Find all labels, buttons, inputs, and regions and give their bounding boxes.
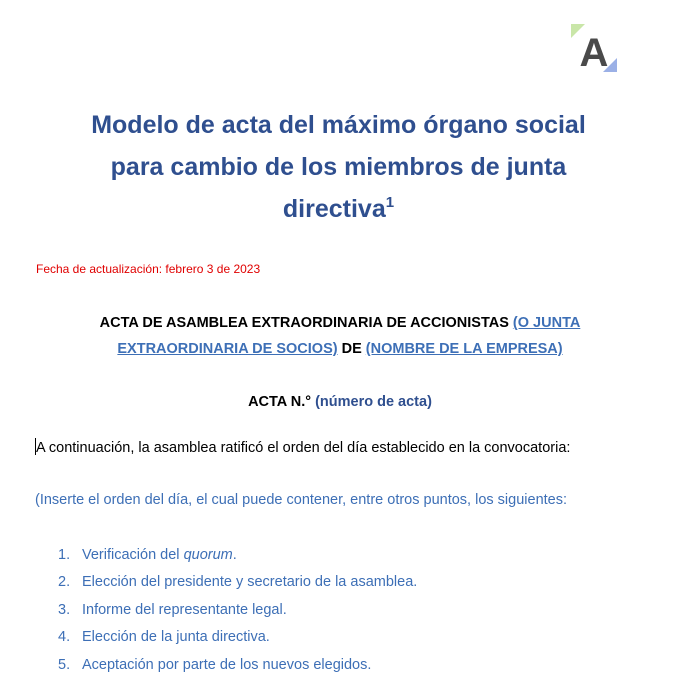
list-number: 4.	[58, 629, 71, 646]
list-item	[58, 572, 417, 599]
brand-logo-icon	[571, 24, 617, 72]
acta-heading-text-1: ACTA DE ASAMBLEA EXTRAORDINARIA DE ACCIONISTAS	[99, 315, 513, 331]
footnote-mark[interactable]: 1	[385, 194, 395, 211]
title-line-1: Modelo de acta del máximo órgano social	[91, 111, 586, 139]
insert-instruction: (Inserte el orden del día, el cual puede contener, entre otros puntos, los siguientes:	[35, 492, 568, 508]
list-item	[58, 545, 417, 572]
intro-paragraph[interactable]	[35, 438, 570, 456]
acta-number-label: ACTA N.°	[248, 394, 316, 410]
list-text: Elección del presidente y secretario de la asamblea.	[82, 574, 418, 591]
title-line-3	[40, 188, 637, 230]
list-text-after: .	[232, 547, 237, 563]
list-item	[58, 627, 417, 654]
list-text: Aceptación por parte de los nuevos elegidos.	[82, 656, 372, 673]
list-text: Verificación del	[82, 547, 184, 563]
intro-text: A continuación, la asamblea ratificó el orden del día establecido en la convocatoria:	[36, 440, 571, 456]
list-number: 5.	[58, 656, 71, 673]
list-number: 3.	[58, 601, 71, 618]
acta-heading-placeholder-1: (O JUNTA EXTRAORDINARIA DE SOCIOS)	[117, 315, 581, 357]
acta-heading-text-2: DE	[337, 341, 366, 357]
list-text-italic: quorum	[183, 547, 233, 563]
acta-heading-placeholder-2: (NOMBRE DE LA EMPRESA)	[365, 341, 563, 357]
update-date: Fecha de actualización: febrero 3 de 2023	[36, 262, 261, 276]
agenda-list	[58, 545, 417, 682]
title-line-3-text: directiva	[282, 195, 386, 223]
title-line-2: para cambio de los miembros de junta	[110, 153, 567, 181]
list-item	[58, 655, 417, 682]
document-title	[40, 104, 637, 230]
list-number: 2.	[58, 574, 71, 591]
acta-number	[40, 394, 640, 410]
acta-heading	[40, 310, 640, 362]
svg-text:A: A	[579, 31, 609, 72]
list-text: Informe del representante legal.	[82, 601, 287, 618]
acta-number-placeholder: (número de acta)	[315, 394, 432, 410]
list-text: Elección de la junta directiva.	[82, 629, 270, 646]
list-number: 1.	[58, 547, 71, 563]
list-item	[58, 600, 417, 627]
